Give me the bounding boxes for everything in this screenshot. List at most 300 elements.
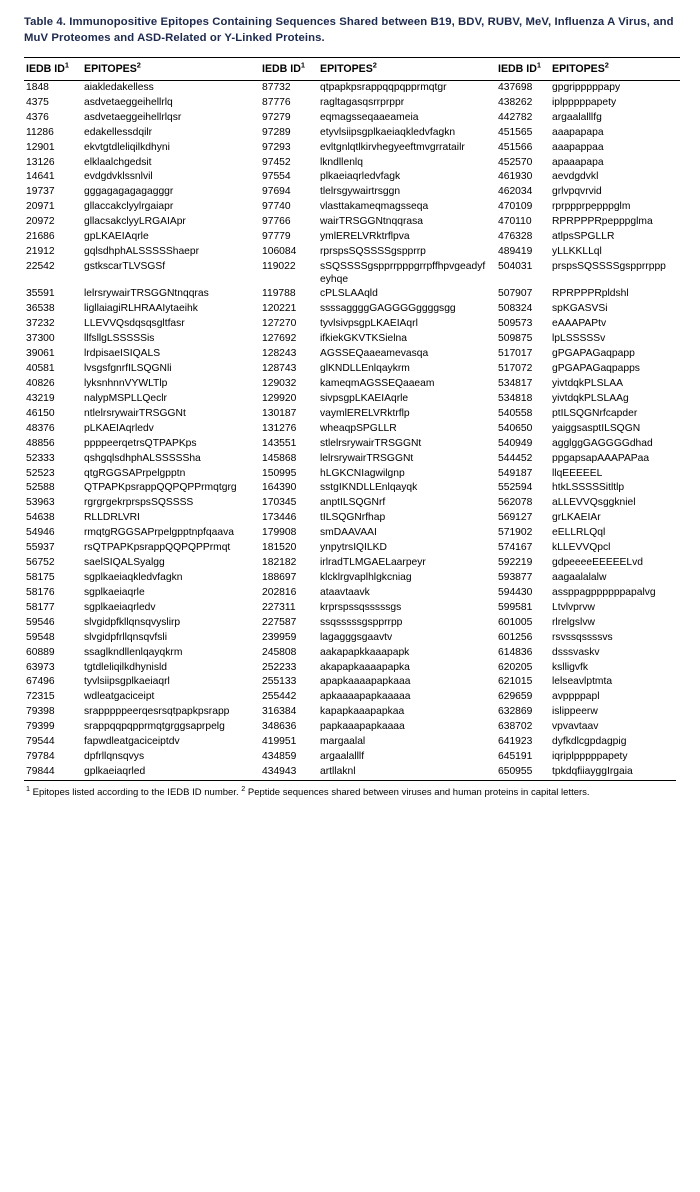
cell-epitope: qtpapkpsrappqqpqpprmqtgr — [320, 81, 447, 93]
cell-iedb-id: 52523 — [26, 467, 55, 479]
cell-iedb-id: 60889 — [26, 646, 55, 658]
cell-iedb-id: 650955 — [498, 765, 533, 777]
cell-iedb-id: 173446 — [262, 512, 297, 524]
cell-epitope: gllaccakclyylrgaiapr — [84, 201, 174, 213]
cell-epitope: evltgnlqtlkirvhegyeeftmvgrratailr — [320, 141, 465, 153]
cell-epitope: sivpsgpLKAEIAqrle — [320, 392, 409, 404]
cell-epitope: asdvetaeggeihellrlq — [84, 96, 173, 108]
cell-epitope: tyvlsivpsgpLKAEIAqrl — [320, 318, 418, 330]
footnote-marker-1: 1 — [26, 783, 30, 793]
header-footnote-marker: 1 — [300, 60, 305, 70]
cell-epitope: margaalal — [320, 736, 366, 748]
cell-epitope: lrdpisaeISIQALS — [84, 348, 161, 360]
footnote-text-2: Peptide sequences shared between viruses and human proteins in capital letters. — [245, 786, 590, 798]
table-row — [24, 96, 680, 111]
table-row — [24, 302, 680, 317]
table-row — [24, 451, 680, 466]
cell-epitope: aiakledakelless — [84, 81, 154, 93]
epitope-table — [24, 57, 680, 780]
cell-epitope: glKNDLLEnlqaykrm — [320, 363, 410, 375]
cell-iedb-id: 22542 — [26, 261, 55, 272]
cell-iedb-id: 54946 — [26, 527, 55, 539]
cell-epitope: gpgripppppapy — [552, 81, 621, 93]
cell-iedb-id: 489419 — [498, 246, 533, 258]
header-iedb-id-2 — [260, 57, 318, 80]
table-row — [24, 140, 680, 155]
header-footnote-marker: 1 — [64, 60, 69, 70]
cell-epitope: papkaaapapkaaaa — [320, 721, 405, 733]
cell-epitope: irlradTLMGAELaarpeyr — [320, 557, 426, 569]
cell-epitope: tyvlsiipsgplkaeiaqrl — [84, 676, 170, 688]
cell-iedb-id: 569127 — [498, 512, 533, 524]
cell-iedb-id: 20971 — [26, 201, 55, 213]
cell-iedb-id: 437698 — [498, 81, 533, 93]
table-row — [24, 571, 680, 586]
table-row — [24, 170, 680, 185]
cell-epitope: tpkdqfiiayggIrgaia — [552, 765, 633, 777]
cell-epitope: iqriplpppppapety — [552, 751, 628, 763]
cell-epitope: sgplkaeiaqrle — [84, 586, 145, 598]
cell-iedb-id: 59546 — [26, 616, 55, 628]
table-row — [24, 541, 680, 556]
cell-epitope: llqEEEEEL — [552, 467, 603, 479]
cell-iedb-id: 202816 — [262, 586, 297, 598]
cell-epitope: gpLKAEIAqrle — [84, 231, 149, 243]
cell-iedb-id: 127692 — [262, 333, 297, 345]
cell-iedb-id: 21912 — [26, 246, 55, 258]
cell-epitope: lagagggsgaavtv — [320, 631, 393, 643]
cell-iedb-id: 239959 — [262, 631, 297, 643]
cell-iedb-id: 128243 — [262, 348, 297, 360]
table-row — [24, 720, 680, 735]
cell-iedb-id: 40581 — [26, 363, 55, 375]
cell-epitope: apapkaaaapapkaaa — [320, 676, 411, 688]
cell-iedb-id: 97279 — [262, 111, 291, 123]
cell-epitope: llfsllgLSSSSSis — [84, 333, 155, 345]
cell-iedb-id: 438262 — [498, 96, 533, 108]
table-row — [24, 287, 680, 302]
cell-iedb-id: 4375 — [26, 96, 49, 108]
cell-iedb-id: 470110 — [498, 216, 532, 228]
cell-iedb-id: 79399 — [26, 721, 55, 733]
cell-iedb-id: 452570 — [498, 156, 533, 168]
cell-iedb-id: 67496 — [26, 676, 55, 688]
cell-iedb-id: 11286 — [26, 126, 54, 138]
cell-epitope: AGSSEQaaeamevasqa — [320, 348, 429, 360]
cell-epitope: lkndllenlq — [320, 156, 363, 168]
header-label: EPITOPES — [84, 62, 137, 75]
cell-epitope: gPGAPAGaqpapps — [552, 363, 640, 375]
cell-epitope: RPRPPPRpldshl — [552, 288, 629, 300]
table-row — [24, 705, 680, 720]
cell-iedb-id: 119022 — [262, 261, 296, 272]
table-row — [24, 377, 680, 392]
cell-epitope: avppppapl — [552, 691, 600, 703]
cell-iedb-id: 552594 — [498, 482, 533, 494]
cell-iedb-id: 145868 — [262, 452, 297, 464]
cell-iedb-id: 59548 — [26, 631, 55, 643]
table-row — [24, 616, 680, 631]
cell-iedb-id: 517072 — [498, 363, 533, 375]
cell-epitope: gplkaeiaqrled — [84, 765, 146, 777]
cell-iedb-id: 540558 — [498, 407, 533, 419]
cell-epitope: gPGAPAGaqpapp — [552, 348, 635, 360]
cell-iedb-id: 46150 — [26, 407, 55, 419]
header-label: EPITOPES — [552, 62, 605, 75]
cell-epitope: apkaaaapapkaaaaa — [320, 691, 411, 703]
cell-iedb-id: 127270 — [262, 318, 297, 330]
cell-iedb-id: 4376 — [26, 111, 49, 123]
cell-epitope: aevdgdvkl — [552, 171, 599, 183]
cell-iedb-id: 255133 — [262, 676, 297, 688]
cell-iedb-id: 72315 — [26, 691, 55, 703]
cell-epitope: yivtdqkPLSLAA — [552, 378, 623, 389]
cell-epitope: ymlERELVRktrflpva — [320, 231, 410, 243]
cell-epitope: sgplkaeiaqrledv — [84, 601, 156, 613]
header-label: EPITOPES — [320, 62, 373, 75]
cell-iedb-id: 13126 — [26, 156, 55, 168]
cell-epitope: vlasttakameqmagsseqa — [320, 201, 429, 213]
cell-epitope: prspsSQSSSSgspprrppp — [552, 261, 666, 272]
cell-iedb-id: 52588 — [26, 482, 55, 494]
cell-epitope: yLLKKLLql — [552, 246, 602, 258]
cell-epitope: edakellessdqilr — [84, 126, 153, 138]
cell-iedb-id: 53963 — [26, 497, 55, 509]
cell-iedb-id: 540650 — [498, 422, 533, 434]
table-row — [24, 437, 680, 452]
cell-iedb-id: 470109 — [498, 201, 533, 213]
cell-epitope: gstkscarTLVSGSf — [84, 261, 166, 272]
cell-epitope: lelseavlptmta — [552, 676, 613, 688]
cell-iedb-id: 119788 — [262, 288, 296, 300]
cell-iedb-id: 37300 — [26, 333, 55, 345]
cell-epitope: kslligvfk — [552, 661, 589, 673]
cell-iedb-id: 58175 — [26, 571, 55, 583]
cell-epitope: eAAAPAPtv — [552, 318, 607, 330]
cell-epitope: htkLSSSSSitltlp — [552, 482, 625, 494]
cell-epitope: artllaknl — [320, 765, 356, 777]
cell-iedb-id: 451566 — [498, 141, 533, 153]
cell-epitope: apaaapapa — [552, 156, 604, 168]
table-row — [24, 690, 680, 705]
cell-epitope: ifkiekGKVTKSielna — [320, 333, 407, 345]
cell-epitope: lvsgsfgnrfILSQGNli — [84, 363, 172, 375]
table-body — [24, 80, 680, 779]
cell-iedb-id: 55937 — [26, 542, 55, 554]
cell-epitope: gllacsakclyyLRGAIApr — [84, 216, 186, 228]
header-footnote-marker: 2 — [136, 60, 141, 70]
cell-iedb-id: 181520 — [262, 542, 297, 554]
table-row — [24, 586, 680, 601]
header-label: IEDB ID — [262, 62, 301, 75]
cell-iedb-id: 20972 — [26, 216, 55, 228]
table-row — [24, 422, 680, 437]
cell-epitope: tILSQGNrfhap — [320, 512, 386, 524]
cell-epitope: srapppppeerqesrsqtpapkpsrapp — [84, 706, 230, 718]
cell-iedb-id: 252233 — [262, 661, 297, 673]
cell-epitope: lpLSSSSSv — [552, 333, 606, 345]
cell-iedb-id: 164390 — [262, 482, 297, 494]
cell-epitope: rsQTPAPKpsrappQQPQPPrmqt — [84, 542, 231, 554]
table-row — [24, 362, 680, 377]
cell-iedb-id: 534817 — [498, 378, 533, 389]
cell-epitope: krprspssqsssssgs — [320, 601, 402, 613]
table-row — [24, 200, 680, 215]
cell-epitope: aaapappaa — [552, 141, 604, 153]
cell-iedb-id: 462034 — [498, 186, 533, 198]
cell-epitope: ataavtaavk — [320, 586, 370, 598]
cell-epitope: aLLEVVQsggkniel — [552, 497, 636, 509]
cell-epitope: vpvavtaav — [552, 721, 599, 733]
cell-iedb-id: 592219 — [498, 557, 533, 569]
cell-iedb-id: 87732 — [262, 81, 291, 93]
cell-iedb-id: 97554 — [262, 171, 291, 183]
cell-epitope: gqlsdhphALSSSSShaepr — [84, 246, 200, 258]
cell-epitope: vaymlERELVRktrflp — [320, 407, 410, 419]
cell-epitope: QTPAPKpsrappQQPQPPrmqtgrg — [84, 482, 237, 494]
cell-epitope: slvgidpfkllqnsqvyslirp — [84, 616, 181, 628]
table-row — [24, 392, 680, 407]
cell-iedb-id: 1848 — [26, 81, 49, 93]
table-header — [24, 57, 680, 80]
cell-iedb-id: 544452 — [498, 452, 533, 464]
cell-epitope: hLGKCNIagwilgnp — [320, 467, 405, 479]
cell-iedb-id: 179908 — [262, 527, 297, 539]
cell-iedb-id: 593877 — [498, 571, 533, 583]
cell-iedb-id: 97452 — [262, 156, 291, 168]
cell-epitope: agglggGAGGGGdhad — [552, 437, 653, 449]
cell-iedb-id: 188697 — [262, 571, 297, 583]
cell-iedb-id: 52333 — [26, 452, 55, 464]
cell-iedb-id: 621015 — [498, 676, 533, 688]
cell-iedb-id: 36538 — [26, 303, 55, 315]
cell-epitope: Ltvlvprvw — [552, 601, 595, 613]
cell-iedb-id: 645191 — [498, 751, 533, 763]
cell-epitope: rmqtgRGGSAPrpelgpptnpfqaava — [84, 527, 234, 539]
cell-epitope: aakapapkkaaapapk — [320, 646, 410, 658]
cell-iedb-id: 517017 — [498, 348, 533, 360]
cell-epitope: aagaalalalw — [552, 571, 607, 583]
cell-iedb-id: 97293 — [262, 141, 291, 153]
cell-iedb-id: 21686 — [26, 231, 55, 243]
cell-epitope: kameqmAGSSEQaaeam — [320, 378, 435, 389]
header-epitopes-1 — [82, 57, 254, 80]
cell-iedb-id: 129032 — [262, 378, 297, 389]
cell-epitope: fapwdleatgaciceiptdv — [84, 736, 180, 748]
cell-iedb-id: 549187 — [498, 467, 533, 479]
cell-epitope: dpfrllqnsqvys — [84, 751, 145, 763]
cell-iedb-id: 594430 — [498, 586, 533, 598]
cell-iedb-id: 58176 — [26, 586, 55, 598]
cell-epitope: lyksnhnnVYWLTlp — [84, 378, 168, 389]
header-epitopes-2 — [318, 57, 490, 80]
table-row — [24, 126, 680, 141]
cell-iedb-id: 255442 — [262, 691, 297, 703]
cell-epitope: eELLRLQql — [552, 527, 606, 539]
cell-iedb-id: 348636 — [262, 721, 297, 733]
cell-iedb-id: 54638 — [26, 512, 55, 524]
cell-epitope: rprspsSQSSSSgspprrp — [320, 246, 426, 258]
cell-epitope: rgrgrgekrprspsSQSSSS — [84, 497, 194, 509]
cell-epitope: wheaqpSPGLLR — [320, 422, 397, 434]
table-row — [24, 466, 680, 481]
cell-iedb-id: 63973 — [26, 661, 55, 673]
header-label: IEDB ID — [26, 62, 65, 75]
cell-iedb-id: 442782 — [498, 111, 533, 123]
cell-epitope: LLEVVQsdqsqsgltfasr — [84, 318, 185, 330]
cell-epitope: ptILSQGNrfcapder — [552, 407, 638, 419]
cell-iedb-id: 37232 — [26, 318, 55, 330]
cell-epitope: lelrsrywairTRSGGNt — [320, 452, 414, 464]
cell-iedb-id: 97740 — [262, 201, 291, 213]
cell-iedb-id: 419951 — [262, 736, 297, 748]
cell-iedb-id: 130187 — [262, 407, 297, 419]
cell-epitope: evdgdvklssnlvil — [84, 171, 153, 183]
cell-epitope: rlrelgslvw — [552, 616, 595, 628]
header-footnote-marker: 1 — [536, 60, 541, 70]
cell-epitope: elklaalchgedsit — [84, 156, 152, 168]
cell-epitope: lelrsrywairTRSGGNtnqqras — [84, 288, 209, 300]
cell-iedb-id: 629659 — [498, 691, 533, 703]
cell-iedb-id: 509573 — [498, 318, 533, 330]
cell-epitope: RLLDRLVRI — [84, 512, 140, 524]
cell-epitope: RPRPPPRpepppglma — [552, 216, 653, 228]
table-row — [24, 511, 680, 526]
cell-epitope: sstgIKNDLLEnlqayqk — [320, 482, 418, 494]
table-row — [24, 630, 680, 645]
table-row — [24, 230, 680, 245]
cell-epitope: ssqsssssgspprrpp — [320, 616, 403, 628]
cell-iedb-id: 97766 — [262, 216, 291, 228]
cell-iedb-id: 97289 — [262, 126, 291, 138]
table-row — [24, 347, 680, 362]
cell-iedb-id: 509875 — [498, 333, 533, 345]
table-row — [24, 317, 680, 332]
cell-iedb-id: 571902 — [498, 527, 533, 539]
cell-epitope: dsssvaskv — [552, 646, 600, 658]
cell-epitope: argaalalllf — [320, 751, 365, 763]
cell-iedb-id: 316384 — [262, 706, 297, 718]
cell-epitope: kLLEVVQpcl — [552, 542, 611, 554]
cell-iedb-id: 504031 — [498, 261, 533, 272]
cell-iedb-id: 40826 — [26, 378, 55, 389]
cell-epitope: klcklrgvaplhlgkcniag — [320, 571, 412, 583]
header-iedb-id-3 — [496, 57, 550, 80]
cell-epitope: nalypMSPLLQeclr — [84, 392, 167, 404]
cell-epitope: assppagppppppapalvg — [552, 586, 656, 598]
cell-epitope: dyfkdlcgpdagpig — [552, 736, 627, 748]
table-row — [24, 111, 680, 126]
cell-iedb-id: 19737 — [26, 186, 55, 198]
table-row — [24, 735, 680, 750]
table-row — [24, 645, 680, 660]
cell-epitope: anptILSQGNrf — [320, 497, 386, 509]
cell-epitope: tgtdleliqilkdhynisld — [84, 661, 167, 673]
cell-iedb-id: 562078 — [498, 497, 533, 509]
cell-iedb-id: 12901 — [26, 141, 55, 153]
cell-epitope: stlelrsrywairTRSGGNt — [320, 437, 422, 449]
table-row — [24, 526, 680, 541]
cell-iedb-id: 128743 — [262, 363, 297, 375]
cell-epitope: tlelrsgywairtrsggn — [320, 186, 401, 198]
cell-iedb-id: 461930 — [498, 171, 533, 183]
footnote-text-1: Epitopes listed according to the IEDB ID number. — [30, 786, 242, 798]
cell-iedb-id: 48856 — [26, 437, 55, 449]
cell-epitope: yivtdqkPLSLAAg — [552, 392, 629, 404]
header-epitopes-3 — [550, 57, 680, 80]
cell-iedb-id: 87776 — [262, 96, 291, 108]
cell-epitope: islippeerw — [552, 706, 598, 718]
cell-iedb-id: 632869 — [498, 706, 533, 718]
cell-iedb-id: 170345 — [262, 497, 297, 509]
table-row — [24, 675, 680, 690]
header-iedb-id-1 — [24, 57, 82, 80]
header-footnote-marker: 2 — [604, 60, 609, 70]
cell-epitope: iplpppppapety — [552, 96, 617, 108]
cell-iedb-id: 227311 — [262, 601, 296, 613]
table-row — [24, 155, 680, 170]
header-footnote-marker: 2 — [372, 60, 377, 70]
cell-epitope: grLKAEIAr — [552, 512, 601, 524]
cell-epitope: eqmagsseqaaeameia — [320, 111, 419, 123]
cell-iedb-id: 79844 — [26, 765, 55, 777]
cell-epitope: ragltagasqsrrprppr — [320, 96, 405, 108]
table-row — [24, 601, 680, 616]
cell-epitope: gggagagagagagggr — [84, 186, 174, 198]
cell-iedb-id: 574167 — [498, 542, 533, 554]
cell-iedb-id: 14641 — [26, 171, 55, 183]
cell-iedb-id: 97779 — [262, 231, 291, 243]
cell-epitope: slvgidpfrllqnsqvfsli — [84, 631, 167, 643]
cell-iedb-id: 601005 — [498, 616, 533, 628]
cell-epitope: ynpytrsIQILKD — [320, 542, 387, 554]
cell-epitope: etyvlsiipsgplkaeiaqkledvfagkn — [320, 126, 456, 138]
cell-epitope: asdvetaeggeihellrlqsr — [84, 111, 182, 123]
cell-epitope: akapapkaaaapapka — [320, 661, 410, 673]
table-row — [24, 660, 680, 675]
cell-iedb-id: 48376 — [26, 422, 55, 434]
cell-iedb-id: 131276 — [262, 422, 297, 434]
cell-iedb-id: 476328 — [498, 231, 533, 243]
cell-epitope: sSQSSSSgspprrpppgrrpffhpvgeadyfeyhqe — [320, 261, 486, 285]
cell-iedb-id: 35591 — [26, 288, 55, 300]
cell-iedb-id: 601256 — [498, 631, 533, 643]
cell-iedb-id: 43219 — [26, 392, 55, 404]
table-row — [24, 750, 680, 765]
cell-epitope: spKGASVSi — [552, 303, 608, 315]
cell-epitope: wairTRSGGNtnqqrasa — [320, 216, 423, 228]
cell-iedb-id: 97694 — [262, 186, 291, 198]
cell-epitope: cPLSLAAqld — [320, 288, 378, 300]
cell-iedb-id: 227587 — [262, 616, 297, 628]
cell-epitope: sgplkaeiaqkledvfagkn — [84, 571, 183, 583]
cell-epitope: grlvpqvrvid — [552, 186, 602, 198]
cell-epitope: ekvtgtdleliqilkdhyni — [84, 141, 170, 153]
cell-epitope: rprppprpepppglm — [552, 201, 631, 213]
table-row — [24, 556, 680, 571]
cell-epitope: kapapkaaapapkaa — [320, 706, 405, 718]
cell-epitope: smDAAVAAI — [320, 527, 377, 539]
header-label: IEDB ID — [498, 62, 537, 75]
cell-iedb-id: 451565 — [498, 126, 533, 138]
cell-iedb-id: 599581 — [498, 601, 533, 613]
cell-epitope: wdleatgaciceipt — [84, 691, 155, 703]
table-row — [24, 481, 680, 496]
cell-epitope: plkaeiaqrledvfagk — [320, 171, 401, 183]
cell-epitope: pLKAEIAqrledv — [84, 422, 154, 434]
cell-epitope: qshgqlsdhphALSSSSSha — [84, 452, 201, 464]
cell-iedb-id: 56752 — [26, 557, 55, 569]
